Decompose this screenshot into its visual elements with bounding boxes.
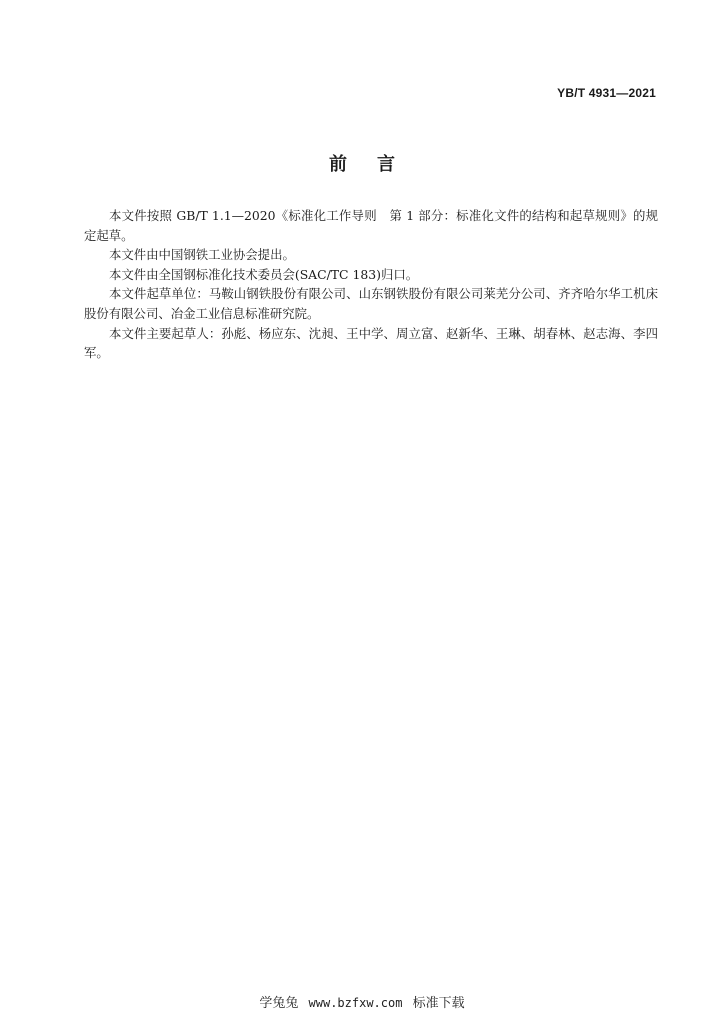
paragraph-administrator: 本文件由全国钢标准化技术委员会(SAC/TC 183)归口。 — [109, 266, 419, 282]
paragraph-drafting-basis: 本文件按照 GB/T 1.1—2020《标准化工作导则 第 1 部分：标准化文件的结构和起草规则》的规定起草。 — [84, 208, 658, 243]
footer-watermark — [0, 992, 724, 1011]
page-title: 前言 — [329, 154, 425, 175]
paragraph-drafters: 本文件主要起草人：孙彪、杨应东、沈昶、王中学、周立富、赵新华、王琳、胡春林、赵志海、李四军。 — [84, 325, 658, 361]
foreword-body — [84, 206, 658, 363]
document-code: YB/T 4931—2021 — [557, 86, 656, 100]
paragraph-proposer: 本文件由中国钢铁工业协会提出。 — [109, 247, 295, 263]
footer-site-name: 学兔兔 — [259, 996, 299, 1011]
footer-site-url[interactable]: www.bzfxw.com — [308, 996, 403, 1010]
paragraph-drafting-units: 本文件起草单位：马鞍山钢铁股份有限公司、山东钢铁股份有限公司莱芜分公司、齐齐哈尔华工机床股份有限公司、冶金工业信息标准研究院。 — [84, 286, 658, 321]
footer-site-tagline: 标准下载 — [412, 996, 465, 1011]
